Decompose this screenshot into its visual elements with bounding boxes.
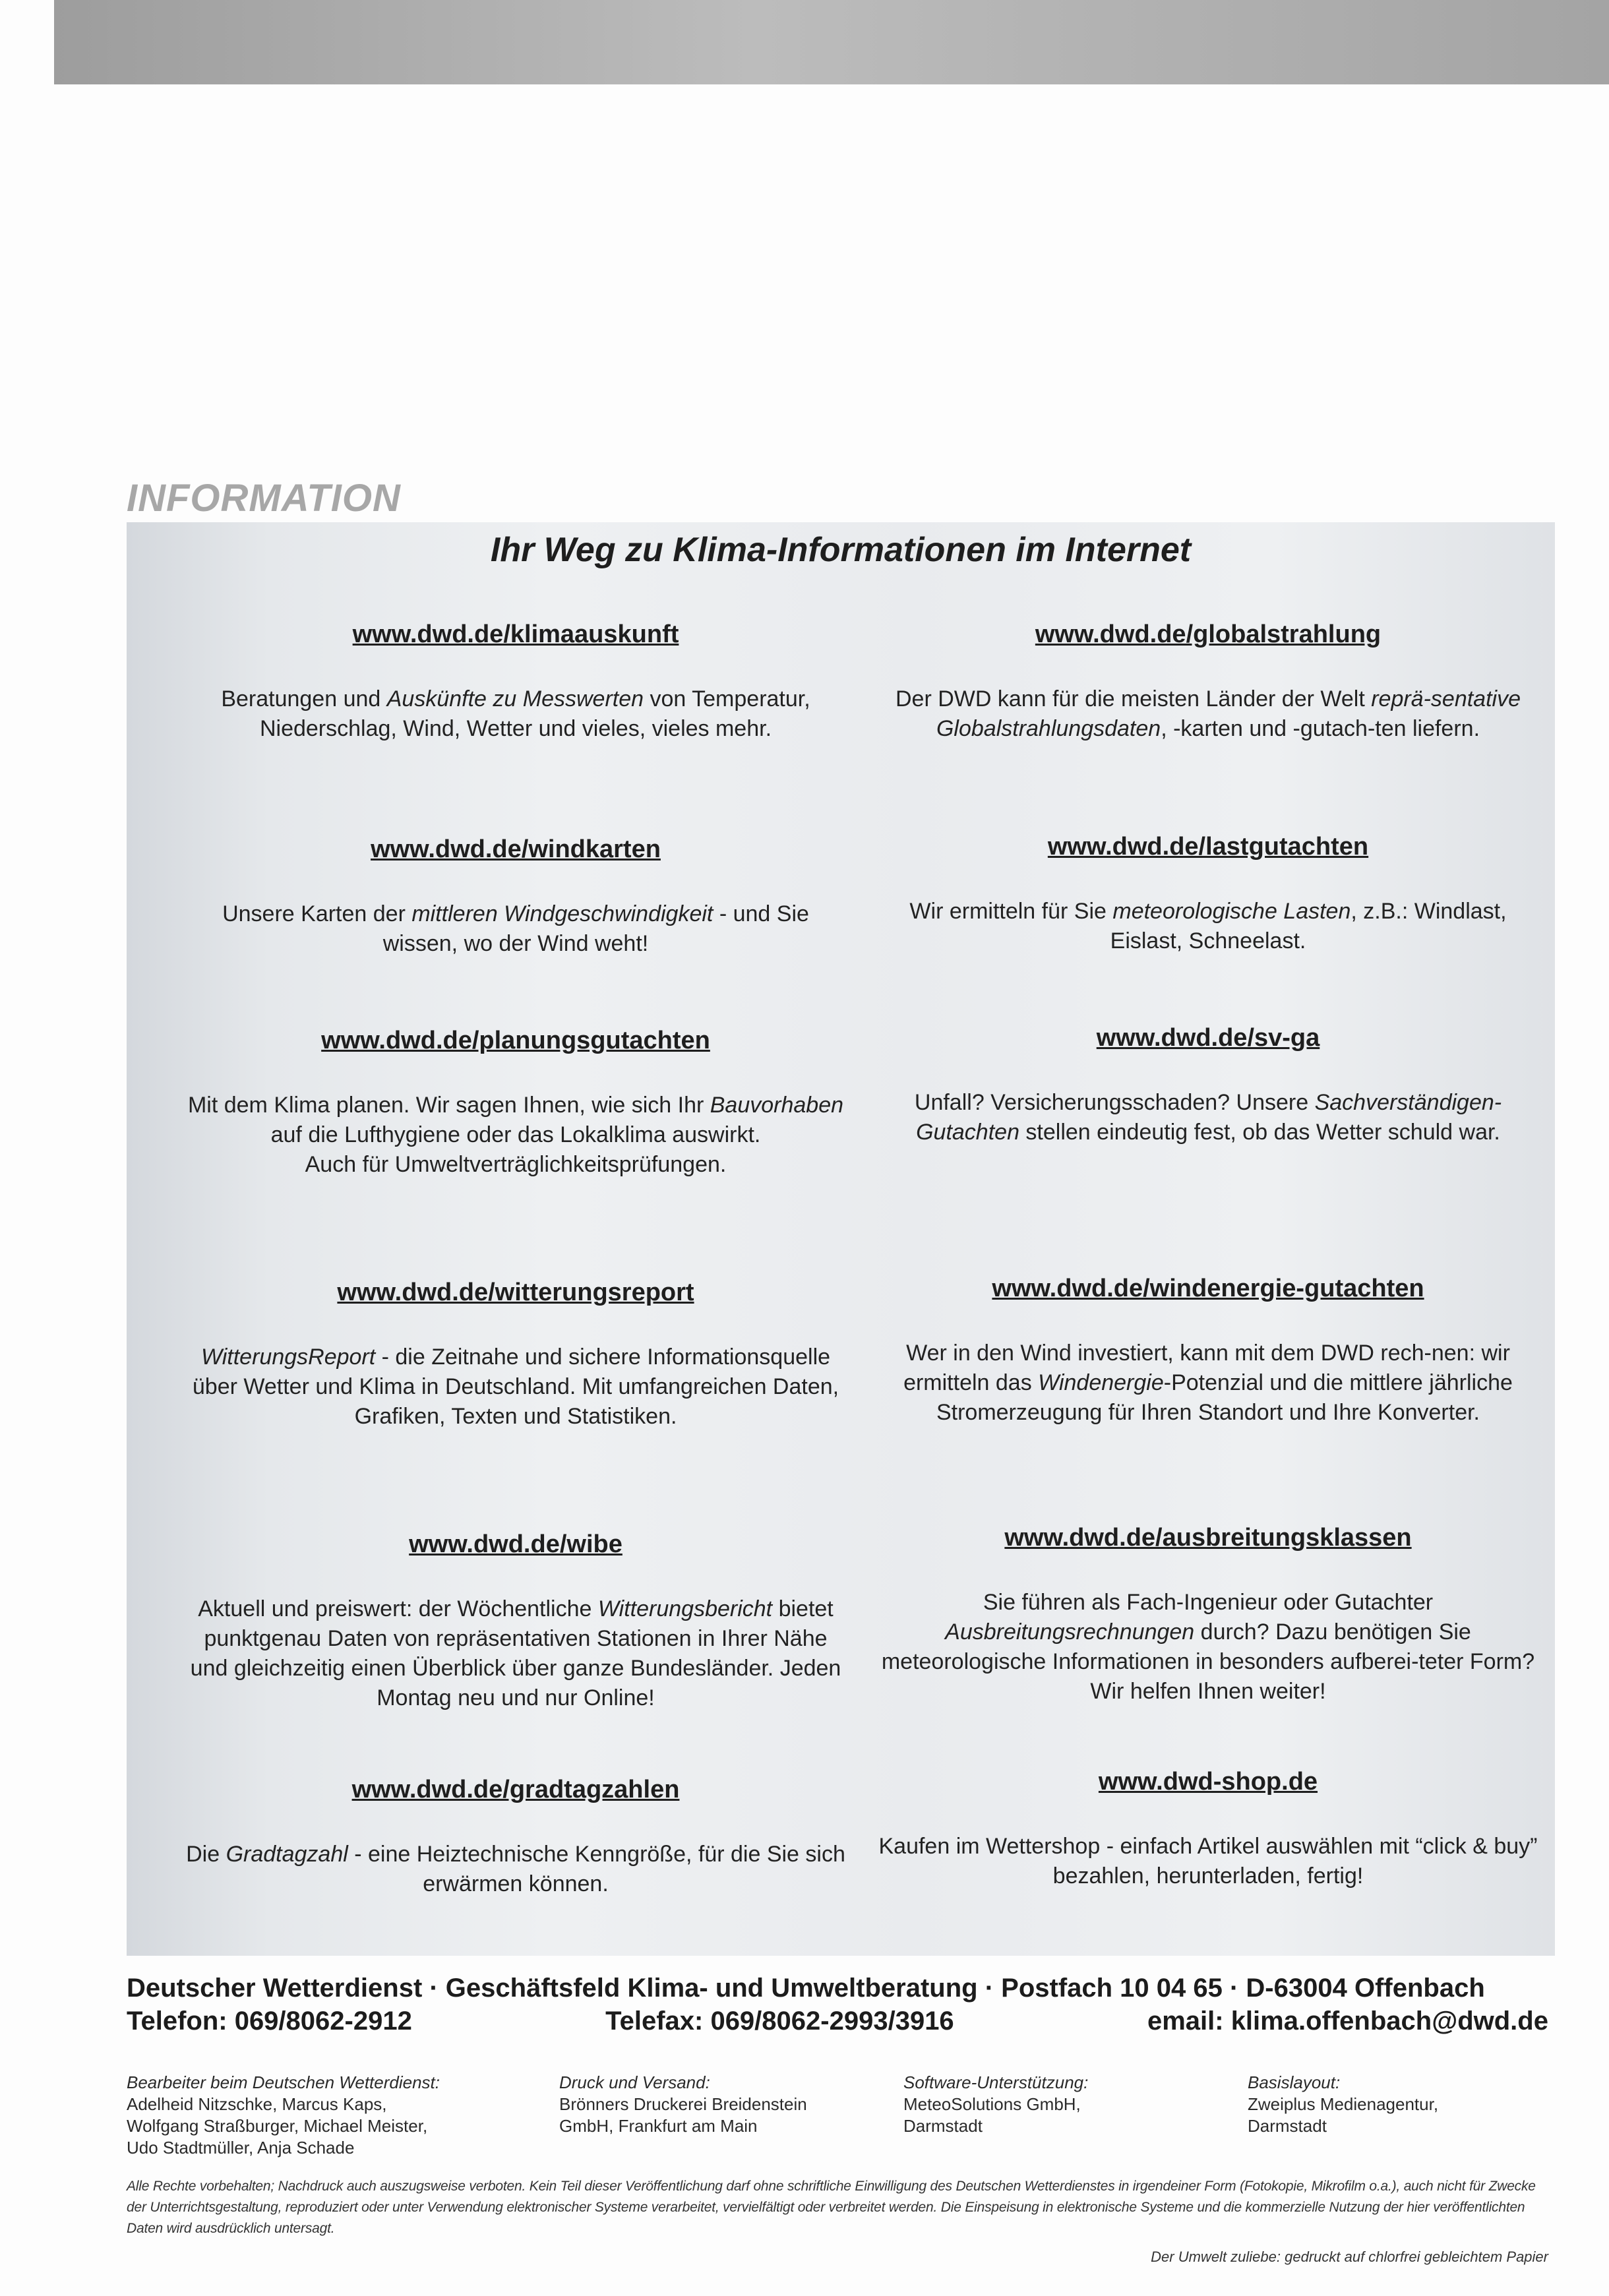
desc-windkarten: Unsere Karten der mittleren Windgeschwindigkeit - und Sie wissen, wo der Wind weht! [222, 901, 809, 956]
desc-ausbreitungsklassen: Sie führen als Fach-Ingenieur oder Gutachter Ausbreitungsrechnungen durch? Dazu benötigen Sie meteorologische Informationen in besonders aufberei-teter Form? Wir helfen Ihnen weiter! [881, 1589, 1535, 1704]
link-sv-ga[interactable]: www.dwd.de/sv-ga [1096, 1024, 1320, 1052]
entry-windkarten [186, 835, 845, 959]
credits-editors: Bearbeiter beim Deutschen Wetterdienst: Adelheid Nitzschke, Marcus Kaps, Wolfgang Straßburger, Michael Meister, Udo Stadtmüller, Anja Schade [127, 2072, 440, 2158]
desc-klimaauskunft: Beratungen und Auskünfte zu Messwerten von Temperatur, Niederschlag, Wind, Wetter und vieles, vieles mehr. [221, 686, 810, 741]
link-wibe[interactable]: www.dwd.de/wibe [409, 1530, 622, 1558]
desc-witterungsreport: WitterungsReport - die Zeitnahe und sichere Informationsquelle über Wetter und Klima in Deutschland. Mit umfangreichen Daten, Grafiken, Texten und Statistiken. [192, 1344, 839, 1429]
entry-planungsgutachten [186, 1026, 845, 1180]
link-globalstrahlung[interactable]: www.dwd.de/globalstrahlung [1035, 620, 1381, 648]
link-windkarten[interactable]: www.dwd.de/windkarten [371, 835, 661, 863]
credits-layout: Basislayout: Zweiplus Medienagentur, Darmstadt [1248, 2072, 1439, 2136]
legal-notice: Alle Rechte vorbehalten; Nachdruck auch auszugsweise verboten. Kein Teil dieser Veröffentlichung darf ohne schriftliche Einwilligung des Deutschen Wetterdienstes in irgendeiner Form (Fotokopie, Mikrofilm o.a.), auch nicht für Zwecke der Unterrichtsgestaltung, reproduziert oder unter Verwendung elektronischer Systeme verarbeitet, vervielfältigt oder verbreitet werden. Die Einspeisung in elektronische Systeme und die kommerzielle Nutzung der hier veröffentlichten Daten wird ausdrücklich untersagt. [127, 2179, 1536, 2236]
link-planungsgutachten[interactable]: www.dwd.de/planungsgutachten [321, 1027, 710, 1054]
eco-note: Der Umwelt zuliebe: gedruckt auf chlorfrei gebleichtem Papier [1151, 2249, 1548, 2265]
credits-software: Software-Unterstützung: MeteoSolutions GmbH, Darmstadt [903, 2072, 1089, 2136]
link-witterungsreport[interactable]: www.dwd.de/witterungsreport [337, 1279, 694, 1306]
entry-globalstrahlung [878, 620, 1538, 744]
section-label: INFORMATION [127, 477, 401, 520]
contact-email[interactable]: email: klima.offenbach@dwd.de [1147, 2007, 1548, 2036]
contact-row [127, 2005, 1548, 2038]
link-gradtagzahlen[interactable]: www.dwd.de/gradtagzahlen [351, 1776, 680, 1803]
entry-gradtagzahlen [186, 1775, 845, 1899]
desc-wibe: Aktuell und preiswert: der Wöchentliche Witterungsbericht bietet punktgenau Daten von repräsentativen Stationen in Ihrer Nähe und gleichzeitig einen Überblick über ganze Bundesländer. Jeden Montag neu und nur Online! [190, 1596, 841, 1710]
contact-address: Deutscher Wetterdienst · Geschäftsfeld Klima- und Umweltberatung · Postfach 10 04 65 · D-63004 Offenbach [127, 1974, 1485, 2003]
entry-klimaauskunft [186, 620, 845, 744]
link-klimaauskunft[interactable]: www.dwd.de/klimaauskunft [352, 620, 679, 648]
contact-fax: Telefax: 069/8062-2993/3916 [605, 2007, 954, 2036]
desc-sv-ga: Unfall? Versicherungsschaden? Unsere Sachverständigen-Gutachten stellen eindeutig fest, ob das Wetter schuld war. [914, 1089, 1502, 1145]
entry-sv-ga [878, 1023, 1538, 1147]
credits-print: Druck und Versand: Brönners Druckerei Breidenstein GmbH, Frankfurt am Main [559, 2072, 807, 2136]
panel-title: Ihr Weg zu Klima-Informationen im Internet [490, 531, 1192, 569]
desc-planungsgutachten: Mit dem Klima planen. Wir sagen Ihnen, wie sich Ihr Bauvorhaben auf die Lufthygiene oder das Lokalklima auswirkt. Auch für Umweltverträglichkeitsprüfungen. [187, 1092, 844, 1177]
contact-phone: Telefon: 069/8062-2912 [127, 2007, 412, 2036]
link-shop[interactable]: www.dwd-shop.de [1098, 1768, 1318, 1796]
entry-witterungsreport [186, 1278, 845, 1432]
desc-gradtagzahlen: Die Gradtagzahl - eine Heiztechnische Kenngröße, für die Sie sich erwärmen können. [186, 1841, 845, 1896]
desc-lastgutachten: Wir ermitteln für Sie meteorologische Lasten, z.B.: Windlast, Eislast, Schneelast. [909, 898, 1507, 953]
entry-windenergie [878, 1274, 1538, 1428]
desc-globalstrahlung: Der DWD kann für die meisten Länder der Welt reprä-sentative Globalstrahlungsdaten, -karten und -gutach-ten liefern. [895, 686, 1521, 741]
link-lastgutachten[interactable]: www.dwd.de/lastgutachten [1047, 833, 1369, 861]
top-color-bar [54, 0, 1609, 84]
desc-shop: Kaufen im Wettershop - einfach Artikel auswählen mit “click & buy” bezahlen, herunterladen, fertig! [878, 1833, 1538, 1888]
link-windenergie[interactable]: www.dwd.de/windenergie-gutachten [992, 1275, 1424, 1302]
desc-windenergie: Wer in den Wind investiert, kann mit dem DWD rech-nen: wir ermitteln das Windenergie-Potenzial und die mittlere jährliche Stromerzeugung für Ihren Standort und Ihre Konverter. [903, 1340, 1513, 1425]
entry-wibe [186, 1530, 845, 1713]
contact-block [127, 1972, 1548, 2038]
entry-ausbreitungsklassen [878, 1523, 1538, 1707]
entry-lastgutachten [878, 832, 1538, 956]
link-ausbreitungsklassen[interactable]: www.dwd.de/ausbreitungsklassen [1004, 1524, 1412, 1552]
info-panel [127, 522, 1555, 1956]
entry-shop [878, 1767, 1538, 1891]
